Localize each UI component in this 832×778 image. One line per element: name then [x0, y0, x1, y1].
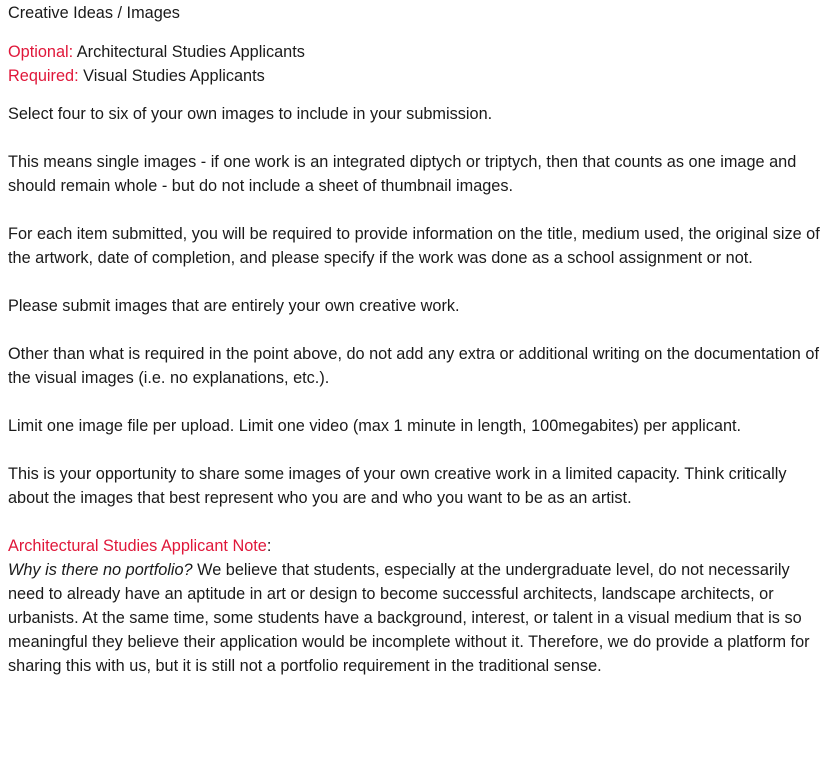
note-heading: [8, 534, 824, 558]
note-body: [8, 558, 824, 678]
paragraph-select-images: Select four to six of your own images to include in your submission.: [8, 105, 493, 123]
spacer: [8, 510, 824, 534]
paragraph-single-images: This means single images - if one work is an integrated diptych or triptych, then that counts as one image and should remain whole - but do not include a sheet of thumbnail images.: [8, 153, 797, 195]
spacer: [8, 438, 824, 462]
spacer: [8, 198, 824, 222]
required-text: Visual Studies Applicants: [78, 67, 265, 85]
spacer: [8, 318, 824, 342]
optional-line: [8, 40, 824, 64]
spacer: [8, 390, 824, 414]
required-line: [8, 64, 824, 88]
paragraph-upload-limits: Limit one image file per upload. Limit one video (max 1 minute in length, 100megabites) per applicant.: [8, 417, 742, 435]
paragraph-own-work: Please submit images that are entirely your own creative work.: [8, 297, 460, 315]
section-title: Creative Ideas / Images: [8, 4, 180, 22]
spacer: [8, 26, 824, 40]
paragraph-opportunity: This is your opportunity to share some images of your own creative work in a limited capacity. Think critically about the images that best represent who you are and who you want to be as an artist.: [8, 465, 787, 507]
paragraph-item-info: For each item submitted, you will be required to provide information on the title, medium used, the original size of the artwork, date of completion, and please specify if the work was done as a school assignment or not.: [8, 225, 820, 267]
note-text: We believe that students, especially at the undergraduate level, do not necessarily need to already have an aptitude in art or design to become successful architects, landscape architects, or urbanists. At the same time, some students have a background, interest, or talent in a visual medium that is so meaningful they believe their application would be incomplete without it. Therefore, we do provide a platform for sharing this with us, but it is still not a portfolio requirement in the traditional sense.: [8, 561, 810, 675]
spacer: [8, 126, 824, 150]
optional-label: Optional:: [8, 43, 74, 61]
note-label: Architectural Studies Applicant Note: [8, 537, 267, 555]
note-question: Why is there no portfolio?: [8, 561, 193, 579]
paragraph-no-extra-writing: Other than what is required in the point above, do not add any extra or additional writing on the documentation of the visual images (i.e. no explanations, etc.).: [8, 345, 819, 387]
spacer: [8, 88, 824, 102]
eligibility-block: [8, 40, 824, 88]
architecture-note: [8, 534, 824, 678]
required-label: Required:: [8, 67, 79, 85]
optional-text: Architectural Studies Applicants: [73, 43, 305, 61]
note-colon: :: [266, 537, 272, 555]
spacer: [8, 270, 824, 294]
